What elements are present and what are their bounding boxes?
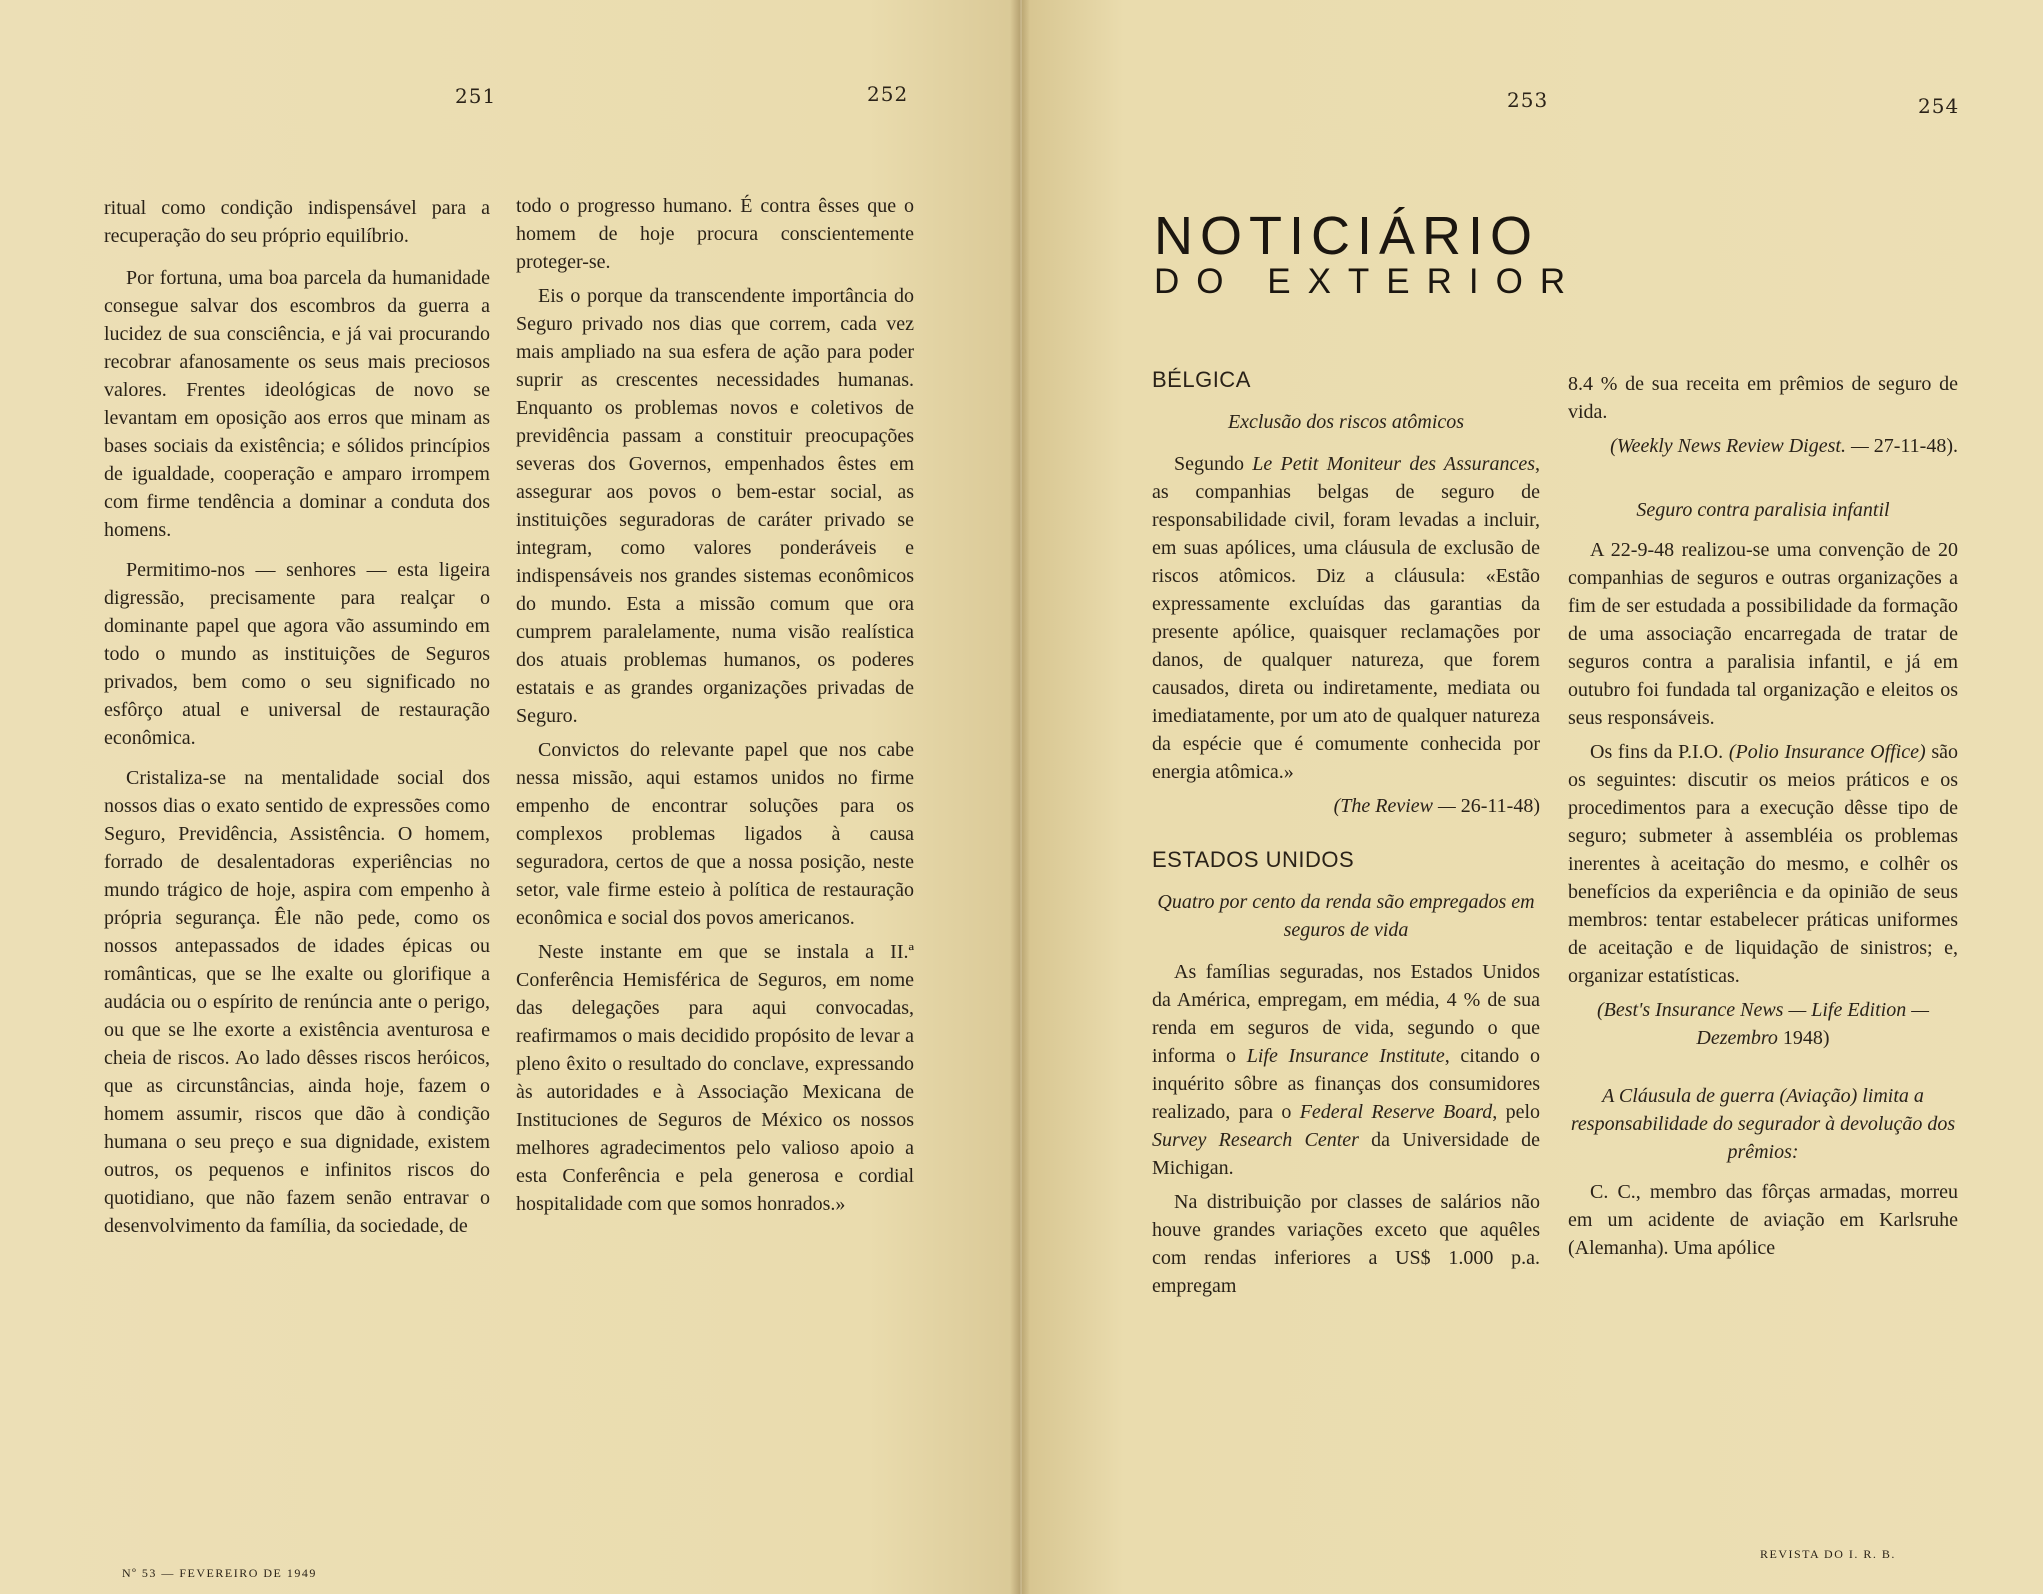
column-253	[1152, 366, 1540, 1306]
paragraph: 8.4 % de sua receita em prêmios de seguro de vida.	[1568, 373, 1958, 423]
footer-issue: Nº 53 — FEVEREIRO DE 1949	[122, 1566, 317, 1580]
paragraph: Eis o porque da transcendente importância do Seguro privado nos dias que correm, cada vez mais ampliado na sua esfera de ação para poder suprir as crescentes necessidades humanas. Enquanto os problemas novos e coletivos de previdência passam a constituir preocupações severas dos Governos, empenhados êstes em assegurar aos povos o bem-estar social, as instituições seguradoras de caráter privado se integram, como valores ponderáveis e indispensáveis nos grandes sistemas econômicos do mundo. Esta a missão comum que ora cumprem paralelamente, numa visão realística dos atuais problemas humanos, os poderes estatais e as grandes organizações privadas de Seguro.	[516, 285, 914, 727]
source-citation: (Weekly News Review Digest. — 27-11-48).	[1610, 435, 1958, 457]
paragraph: Segundo Le Petit Moniteur des Assurances, as companhias belgas de seguro de responsabilidade civil, foram levadas a incluir, em suas apólices, uma cláusula de exclusão de riscos atômicos. Diz a cláusula: «Estão expressamente excluídas das garantias da presente apólice, quaisquer reclamações por danos, de qualquer natureza, que forem causados, direta ou indiretamente, mediata ou imediatamente, por um ato de qualquer natureza da espécie que é comumente conhecida por energia atômica.»	[1152, 453, 1540, 783]
page-number-252: 252	[867, 82, 909, 106]
source-citation: (The Review — 26-11-48)	[1333, 795, 1540, 817]
paragraph: Na distribuição por classes de salários não houve grandes variações exceto que aquêles com rendas inferiores a US$ 1.000 p.a. empregam	[1152, 1191, 1540, 1297]
subheading-clausula-guerra: A Cláusula de guerra (Aviação) limita a responsabilidade do segurador à devolução dos prêmios:	[1570, 1085, 1956, 1163]
paragraph: todo o progresso humano. É contra êsses que o homem de hoje procura conscientemente proteger-se.	[516, 195, 914, 273]
paragraph: Neste instante em que se instala a II.ª Conferência Hemisférica de Seguros, em nome das delegações para aqui convocadas, reafirmamos o mais decidido propósito de levar a pleno êxito o resultado do conclave, expressando às autoridades e à Associação Mexicana de Instituciones de Seguros de México os nossos melhores agradecimentos pelo valioso apoio a esta Conferência e pela generosa e cordial hospitalidade com que somos honrados.»	[516, 941, 914, 1215]
column-254	[1568, 370, 1958, 1268]
column-252	[516, 192, 914, 1224]
paragraph: As famílias seguradas, nos Estados Unidos da América, empregam, em média, 4 % de sua renda em seguros de vida, segundo o que informa o Life Insurance Institute, citando o inquérito sôbre as finanças dos consumidores realizado, para o Federal Reserve Board, pelo Survey Research Center da Universidade de Michigan.	[1152, 961, 1541, 1179]
paragraph: Cristaliza-se na mentalidade social dos nossos dias o exato sentido de expressões como Seguro, Previdência, Assistência. O homem, forrado de desalentadoras experiências no mundo trágico de hoje, aspira com empenho à própria segurança. Êle não pede, como os nossos antepassados de idades épicas ou românticas, que se lhe exalte ou glorifique a audácia ou o espírito de renúncia ante o perigo, ou que se lhe exorte a existência aventurosa e cheia de riscos. Ao lado dêsses riscos heróicos, que as circunstâncias, ainda hoje, fazem o homem assumir, riscos que dão à condição humana o seu preço e sua dignidade, existem outros, os pequenos e infinitos riscos do quotidiano, que não fazem senão entravar o desenvolvimento da família, da sociedade, de	[104, 767, 490, 1237]
section-subtitle: DO EXTERIOR	[1154, 262, 1583, 301]
book-gutter	[1010, 0, 1030, 1594]
column-251	[104, 194, 490, 1246]
heading-estados-unidos: ESTADOS UNIDOS	[1152, 847, 1355, 872]
source-citation: (Best's Insurance News — Life Edition — Dezembro 1948)	[1596, 999, 1930, 1049]
paragraph: Os fins da P.I.O. (Polio Insurance Office) são os seguintes: discutir os meios práticos e os procedimentos para a execução dêsse tipo de seguro; submeter à assembléia os problemas inerentes à aceitação do mesmo, e colhêr os benefícios da experiência e da opinião de seus membros: tentar estabelecer práticas uniformes de aceitação e de liquidação de sinistros; e, organizar estatísticas.	[1568, 741, 1958, 987]
paragraph: Permitimo-nos — senhores — esta ligeira digressão, precisamente para realçar o dominante papel que agora vão assumindo em todo o mundo as instituições de Seguros privados, bem como o seu significado no esfôrço atual e universal de restauração econômica.	[104, 559, 490, 749]
heading-belgica: BÉLGICA	[1152, 367, 1251, 392]
section-title: NOTICIÁRIO	[1154, 206, 1540, 266]
subheading-quatro-por-cento: Quatro por cento da renda são empregados em seguros de vida	[1157, 891, 1535, 941]
page-number-254: 254	[1918, 94, 1960, 118]
subheading-riscos-atomicos: Exclusão dos riscos atômicos	[1227, 411, 1465, 433]
subheading-paralisia-infantil: Seguro contra paralisia infantil	[1636, 499, 1890, 521]
paragraph: Por fortuna, uma boa parcela da humanidade consegue salvar dos escombros da guerra a lucidez de sua consciência, e já vai procurando recobrar afanosamente os seus mais preciosos valores. Frentes ideológicas de novo se levantam em oposição aos erros que minam as bases sociais da existência; e sólidos princípios de igualdade, cooperação e amparo irrompem com firme tendência a dominar a conduta dos homens.	[104, 267, 490, 541]
paragraph: A 22-9-48 realizou-se uma convenção de 20 companhias de seguros e outras organizações a fim de ser estudada a possibilidade da formação de uma associação encarregada de tratar de seguros contra a paralisia infantil, e já em outubro foi fundada tal organização e eleitos os seus responsáveis.	[1568, 539, 1958, 729]
footer-magazine: REVISTA DO I. R. B.	[1760, 1547, 1896, 1561]
paragraph: ritual como condição indispensável para a recuperação do seu próprio equilíbrio.	[104, 197, 490, 247]
paragraph: Convictos do relevante papel que nos cabe nessa missão, aqui estamos unidos no firme empenho de encontrar soluções para os complexos problemas ligados à causa seguradora, certos de que a nossa posição, neste setor, vale firme esteio à política de restauração econômica e social dos povos americanos.	[516, 739, 914, 929]
paragraph: C. C., membro das fôrças armadas, morreu em um acidente de aviação em Karlsruhe (Alemanha). Uma apólice	[1568, 1181, 1958, 1259]
page-number-251: 251	[455, 84, 497, 108]
page-number-253: 253	[1507, 88, 1549, 112]
